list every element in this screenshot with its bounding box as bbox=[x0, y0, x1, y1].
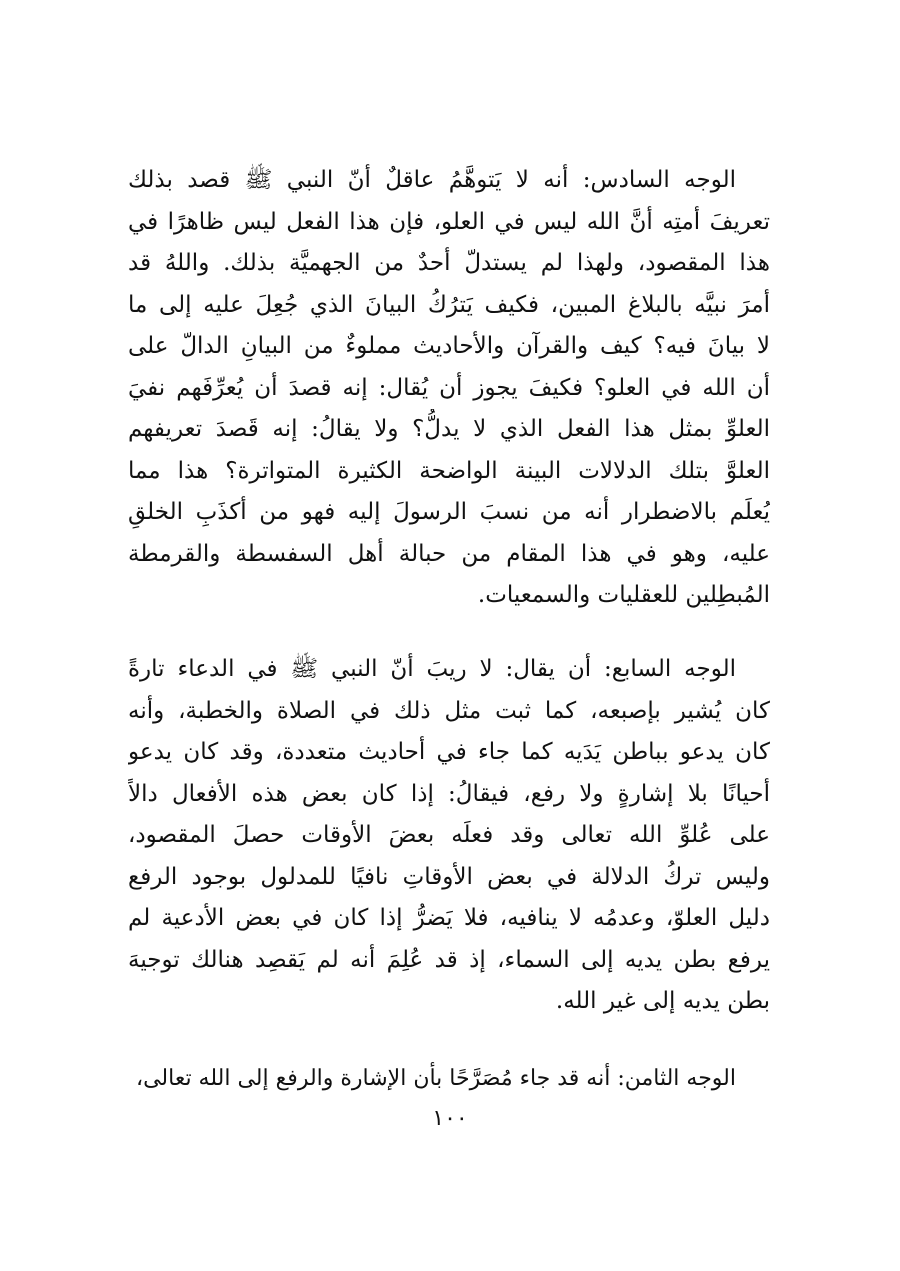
text-line: دليل العلوّ، وعدمُه لا ينافيه، فلا يَضرُّ إذا كان في بعض الأدعية لم bbox=[128, 905, 770, 931]
text-line: أمرَ نبيَّه بالبلاغ المبين، فكيف يَترُكُ البيانَ الذي جُعِلَ عليه إلى ما bbox=[128, 291, 770, 318]
text-line: وليس تركُ الدلالة في بعض الأوقاتِ نافيًا للمدلول بوجود الرفع bbox=[128, 863, 770, 890]
text-line: أحيانًا بلا إشارةٍ ولا رفع، فيقالُ: إذا كان بعض هذه الأفعال دالاً bbox=[128, 780, 770, 807]
paragraph-eighth-aspect bbox=[128, 1058, 770, 1100]
text-line: الوجه السابع: أن يقال: لا ريبَ أنّ النبي ﷺ في الدعاء تارةً bbox=[128, 656, 736, 682]
text-line: تعريفَ أمتِه أنَّ الله ليس في العلو، فإن هذا الفعل ليس ظاهرًا في bbox=[128, 208, 770, 235]
text-line: هذا المقصود، ولهذا لم يستدلّ أحدٌ من الجهميَّة بذلك. واللهُ قد bbox=[128, 250, 770, 276]
text-line: عليه، وهو في هذا المقام من حبالة أهل السفسطة والقرمطة bbox=[128, 540, 770, 567]
text-line: يرفع بطن يديه إلى السماء، إذ قد عُلِمَ أنه لم يَقصِد هنالك توجيهَ bbox=[128, 946, 770, 973]
page-number: ١٠٠ bbox=[432, 1106, 468, 1131]
paragraph-sixth-aspect bbox=[128, 160, 770, 617]
text-line: بطن يديه إلى غير الله. bbox=[555, 988, 770, 1014]
text-line: كان يدعو بباطن يَدَيه كما جاء في أحاديث متعددة، وقد كان يدعو bbox=[128, 739, 770, 765]
text-line: العلوَّ بتلك الدلالات البينة الواضحة الكثيرة المتواترة؟ هذا مما bbox=[128, 457, 770, 484]
text-line: الوجه السادس: أنه لا يَتوهَّمُ عاقلٌ أنّ النبي ﷺ قصد بذلك bbox=[128, 167, 736, 193]
text-line: الوجه الثامن: أنه قد جاء مُصَرَّحًا بأن الإشارة والرفع إلى الله تعالى، bbox=[135, 1066, 736, 1091]
text-line: كان يُشير بإصبعه، كما ثبت مثل ذلك في الصلاة والخطبة، وأنه bbox=[128, 697, 770, 724]
text-line: العلوِّ بمثل هذا الفعل الذي لا يدلُّ؟ ولا يقالُ: إنه قَصدَ تعريفهم bbox=[128, 416, 770, 442]
text-line: على عُلوِّ الله تعالى وقد فعلَه بعضَ الأوقات حصلَ المقصود، bbox=[128, 822, 770, 848]
text-line: يُعلَم بالاضطرار أنه من نسبَ الرسولَ إليه فهو من أكذَبِ الخلقِ bbox=[128, 499, 770, 525]
text-line: لا بيانَ فيه؟ كيف والقرآن والأحاديث مملوءٌ من البيانِ الدالّ على bbox=[128, 333, 770, 359]
paragraph-seventh-aspect bbox=[128, 649, 770, 1023]
text-line: المُبطِلين للعقليات والسمعيات. bbox=[477, 582, 770, 608]
text-line: أن الله في العلو؟ فكيفَ يجوز أن يُقال: إنه قصدَ أن يُعرِّفَهم نفيَ bbox=[128, 374, 770, 401]
